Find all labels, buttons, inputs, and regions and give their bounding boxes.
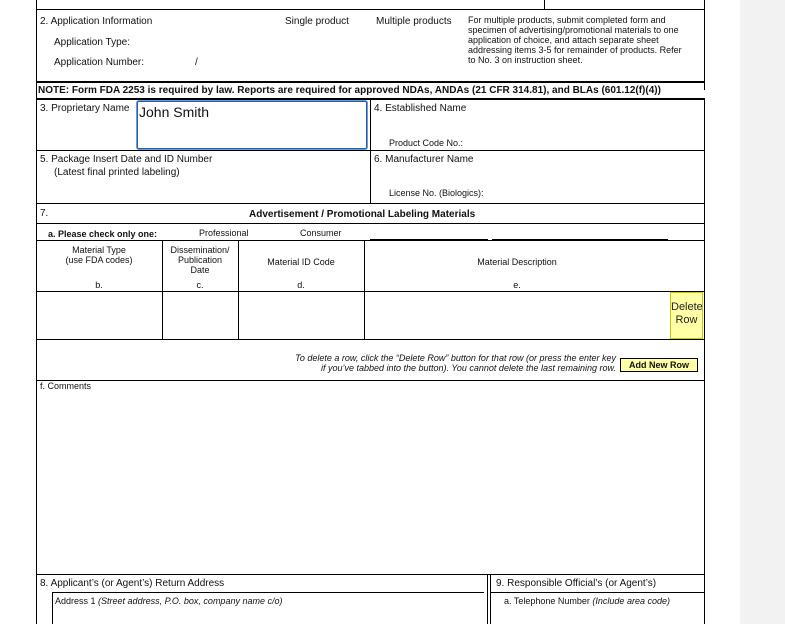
fda-2253-form <box>36 0 704 624</box>
manufacturer-name-label: 6. Manufacturer Name <box>374 154 474 165</box>
side-scrollbar-area <box>740 0 785 624</box>
instruction-line: To delete a row, click the “Delete Row” button for that row (or press the enter key <box>295 353 616 363</box>
comments-label: f. Comments <box>40 381 92 391</box>
comments-top-line <box>36 380 705 381</box>
column-letter-c: c. <box>196 280 204 290</box>
note-line: application of choice, and attach separate sheet <box>468 35 659 45</box>
section2-title: 2. Application Information <box>40 16 153 27</box>
column-header-line: Publication <box>177 255 223 265</box>
proprietary-name-input[interactable] <box>137 101 367 149</box>
application-number-label: Application Number: <box>54 57 145 68</box>
phone-label-row <box>504 596 670 606</box>
note-line: For multiple products, submit completed form and <box>468 15 666 25</box>
fda-note: NOTE: Form FDA 2253 is required by law. Reports are required for approved NDAs, ANDAs (21 CFR 314.81), and BLAs (601.12(f)(4)) <box>38 85 661 96</box>
application-type-label: Application Type: <box>54 37 130 48</box>
multiple-products-note <box>468 15 704 65</box>
note-line: addressing items 3-5 for remainder of products. Refer <box>468 45 682 55</box>
instruction-line: if you’ve tabbed into the button). You cannot delete the last remaining row. <box>320 363 616 373</box>
check-row-underline-b <box>492 239 668 240</box>
column-letter-d: d. <box>297 280 305 290</box>
address1-label: Address 1 <box>55 596 96 606</box>
established-name-label: 4. Established Name <box>374 103 467 114</box>
section2-top-line <box>36 9 705 10</box>
section8-top-line <box>36 574 705 575</box>
section7-number: 7. <box>40 208 49 219</box>
professional-option[interactable]: Professional <box>199 228 249 238</box>
add-new-row-button[interactable]: Add New Row <box>620 358 698 372</box>
multiple-products-option[interactable]: Multiple products <box>376 16 452 27</box>
check-only-one-label: a. Please check only one: <box>48 229 158 239</box>
section7-title-line <box>36 223 705 224</box>
section8-9-divider-b <box>490 575 491 624</box>
material-id-cell[interactable] <box>239 292 363 338</box>
column-header-line: Dissemination/ <box>170 245 230 255</box>
note-line: specimen of advertising/promotional materials to one <box>468 25 679 35</box>
phone-top-line <box>490 592 704 593</box>
delete-row-button[interactable] <box>670 292 703 339</box>
package-insert-sublabel: (Latest final printed labeling) <box>54 167 180 178</box>
responsible-official-label: 9. Responsible Official’s (or Agent’s) <box>496 578 657 589</box>
section7-title: Advertisement / Promotional Labeling Materials <box>249 209 476 220</box>
application-number-slash: / <box>195 57 198 68</box>
consumer-option[interactable]: Consumer <box>300 228 342 238</box>
material-description-cell[interactable] <box>365 292 669 338</box>
address1-top-line <box>52 592 484 593</box>
column-header-material-type <box>36 245 162 265</box>
section8-9-divider-a <box>487 575 488 624</box>
delete-row-label: Delete <box>671 301 703 313</box>
delete-row-instructions <box>266 353 616 373</box>
proprietary-name-label: 3. Proprietary Name <box>40 103 130 114</box>
column-letter-e: e. <box>513 280 521 290</box>
check-row-underline-a <box>370 239 488 240</box>
note-top-line <box>36 81 705 83</box>
single-product-option[interactable]: Single product <box>285 16 349 27</box>
address1-label-row <box>55 596 282 606</box>
column-header-material-description: Material Description <box>477 257 557 267</box>
column-header-line: Material Type <box>72 245 126 255</box>
dissemination-date-cell[interactable] <box>163 292 237 338</box>
right-border-bottom <box>704 380 705 624</box>
column-header-line: Date <box>190 265 210 275</box>
data-row-bottom-line <box>36 339 705 340</box>
address1-hint: (Street address, P.O. box, company name c/o) <box>98 596 283 606</box>
section7-top-line <box>36 203 705 204</box>
product-code-label: Product Code No.: <box>389 138 464 148</box>
column-letter-b: b. <box>95 280 103 290</box>
note-line: to No. 3 on instruction sheet. <box>468 55 583 65</box>
phone-label: a. Telephone Number <box>504 596 590 606</box>
check-row-line <box>36 240 705 241</box>
delete-row-label: Row <box>675 314 698 326</box>
proprietary-name-value: John Smith <box>139 104 210 120</box>
material-type-cell[interactable] <box>37 292 161 338</box>
right-border-top <box>704 0 705 90</box>
section5-top-line <box>36 150 705 151</box>
mid-divider-3-6 <box>370 99 371 203</box>
phone-hint: (Include area code) <box>592 596 670 606</box>
column-header-material-id: Material ID Code <box>267 257 335 267</box>
license-number-label: License No. (Biologics): <box>389 188 484 198</box>
column-header-dissemination-date <box>162 245 238 275</box>
address1-left-line <box>52 592 53 624</box>
package-insert-label: 5. Package Insert Date and ID Number <box>40 154 213 165</box>
column-header-line: (use FDA codes) <box>65 255 133 265</box>
return-address-label: 8. Applicant’s (or Agent’s) Return Address <box>40 578 225 589</box>
comments-textarea[interactable] <box>37 392 703 574</box>
